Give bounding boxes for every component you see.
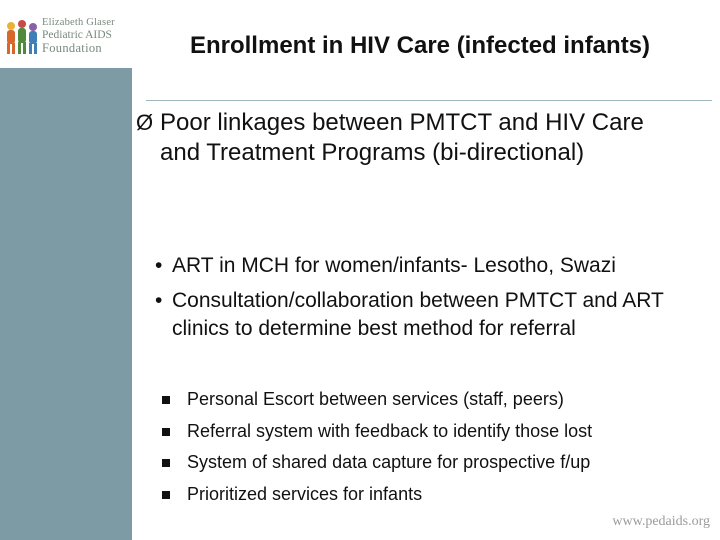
square-bullet-icon <box>162 459 170 467</box>
children-logo-icon <box>2 18 42 56</box>
left-sidebar-band <box>0 68 132 540</box>
tertiary-bullet-text: System of shared data capture for prospective f/up <box>187 452 591 472</box>
logo-line-2: Pediatric AIDS <box>42 29 112 41</box>
title-divider <box>146 100 712 101</box>
tertiary-bullet-item <box>162 447 712 479</box>
sub-bullet-item <box>152 287 712 343</box>
main-bullet-text: Poor linkages between PMTCT and HIV Care and Treatment Programs (bi-directional) <box>160 109 644 166</box>
footer-url: www.pedaids.org <box>612 514 710 529</box>
tertiary-bullet-text: Personal Escort between services (staff, peers) <box>187 389 564 409</box>
tertiary-bullet-text: Referral system with feedback to identify those lost <box>187 420 593 441</box>
tertiary-bullet-item <box>162 384 712 416</box>
square-bullet-icon <box>162 396 170 404</box>
logo-line-1: Elizabeth Glaser <box>42 17 115 28</box>
tertiary-bullet-text: Prioritized services for infants <box>187 483 423 504</box>
sub-bullet-list <box>152 252 712 343</box>
sub-bullet-text: Consultation/collaboration between PMTCT and ART clinics to determine best method for referral <box>172 289 664 340</box>
bullet-dot-icon: • <box>155 254 163 277</box>
arrow-bullet-icon: Ø <box>136 110 154 135</box>
sub-bullet-text: ART in MCH for women/infants- Lesotho, Swazi <box>172 254 616 277</box>
tertiary-bullet-item <box>162 479 712 511</box>
tertiary-bullet-item <box>162 416 712 448</box>
square-bullet-icon <box>162 428 170 436</box>
slide-title: Enrollment in HIV Care (infected infants) <box>189 32 651 59</box>
logo-wordmark <box>42 16 134 55</box>
logo-line-3: Foundation <box>42 41 102 55</box>
sub-bullet-item <box>152 252 712 280</box>
square-bullet-icon <box>162 491 170 499</box>
bullet-dot-icon: • <box>155 289 163 312</box>
foundation-logo <box>2 14 132 58</box>
tertiary-bullet-list <box>162 384 712 510</box>
